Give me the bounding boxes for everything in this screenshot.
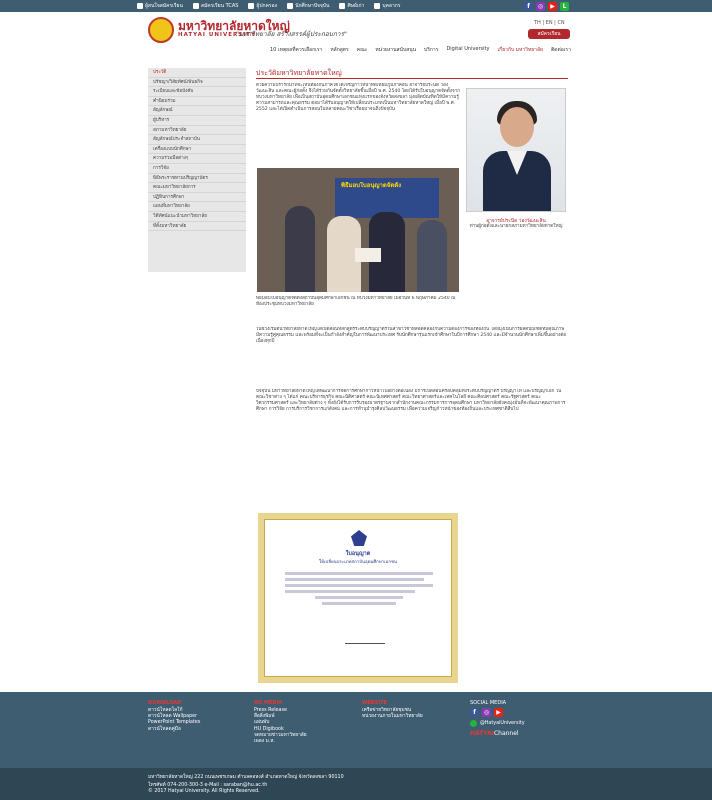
- facebook-icon[interactable]: f: [524, 2, 533, 11]
- photo-document: [355, 248, 381, 262]
- sidebar-item-uniform[interactable]: เครื่องแบบนักศึกษา: [148, 145, 246, 155]
- nav-item-digital[interactable]: Digital University: [446, 46, 490, 52]
- footer-copyright: © 2017 Hatyai University. All Rights Reserved.: [148, 789, 260, 794]
- photo-person: [417, 220, 447, 292]
- sidebar-item-video[interactable]: วิดีทัศน์แนะนำมหาวิทยาลัย: [148, 212, 246, 222]
- line-icon: [470, 720, 477, 727]
- sidebar-item-philosophy[interactable]: ปรัชญา/วิสัยทัศน์/พันธกิจ: [148, 78, 246, 88]
- nav-item-reasons[interactable]: 10 เหตุผลที่ควรเลือกเรา: [270, 47, 323, 53]
- footer-link[interactable]: แผ่นพับ: [254, 720, 270, 726]
- top-link-prospective[interactable]: ผู้สนใจสมัครเรียน: [137, 2, 183, 10]
- sidebar-item-research[interactable]: การวิจัย: [148, 164, 246, 174]
- footer-link[interactable]: จดหมายข่าวมหาวิทยาลัย: [254, 732, 307, 738]
- document-icon: [193, 3, 199, 9]
- sidebar-item-values[interactable]: คำนิยมร่วม: [148, 97, 246, 107]
- user-icon: [137, 3, 143, 9]
- history-paragraph-2: ในช่วงเริ่มต้นวิทยาลัยหาดใหญ่ได้เปิดสอนหลักสูตรระดับปริญญาตรีในสาขาวิชาที่สอดคล้องกับความต้องการของท้องถิ่น โดยมุ่งเน้นการผลิตบัณฑิตที่มีคุณภาพ มีความรู้คู่คุณธรรม และพร้อมที่จะเป็นกำลังสำคัญในการพัฒนาประเทศ รับนักศึกษารุ่นแรกเข้าศึกษาในปีการศึกษา 2540 และมีจำนวนนักศึกษาเพิ่มขึ้นอย่างต่อเนื่องทุกปี: [256, 327, 567, 344]
- student-icon: [287, 3, 293, 9]
- sidebar: [148, 68, 246, 272]
- footer-link[interactable]: ดาวน์โหลดคู่มือ: [148, 726, 181, 732]
- sidebar-item-executives[interactable]: ผู้บริหาร: [148, 116, 246, 126]
- certificate-subtitle: ให้เปลี่ยนประเภทสถาบันอุดมศึกษาเอกชน: [319, 560, 397, 565]
- founder-portrait: [466, 88, 566, 212]
- footer-link[interactable]: หน่วยงานภายในมหาวิทยาลัย: [362, 714, 423, 720]
- footer-col-media: [254, 700, 307, 745]
- main-nav: [270, 46, 571, 54]
- footer-address: มหาวิทยาลัยหาดใหญ่ 222 ถนนเพชรเกษม ตำบลคอหงส์ อำเภอหาดใหญ่ จังหวัดสงขลา 90110: [148, 775, 344, 780]
- certificate-line: [322, 602, 396, 605]
- line-id: @HatyaiUniversity: [480, 721, 525, 726]
- portrait-role: ท่านผู้ก่อตั้งและนายกสภามหาวิทยาลัยหาดใหญ่: [469, 224, 563, 229]
- apply-button[interactable]: สมัครเรียน: [528, 29, 570, 39]
- top-bar: [0, 0, 712, 12]
- youtube-icon[interactable]: ▶: [494, 708, 503, 717]
- instagram-icon[interactable]: ◎: [483, 709, 490, 716]
- footer-social-icons: [470, 708, 525, 717]
- youtube-icon[interactable]: ▶: [548, 2, 557, 11]
- certificate-line: [285, 590, 415, 593]
- footer-heading: WEBSITE: [362, 700, 388, 706]
- footer-bottom: [0, 768, 712, 800]
- ceremony-photo: [257, 168, 459, 292]
- footer-link[interactable]: ดาวน์โหลดโลโก้: [148, 708, 183, 713]
- history-paragraph-3: ปัจจุบัน มหาวิทยาลัยหาดใหญ่ได้พัฒนาการจัดการศึกษาก้าวหน้าไปอย่างต่อเนื่อง มีการเปิดสอนครอบคลุมทั้งระดับปริญญาตรี ปริญญาโท และปริญญาเอก ในคณะวิชาต่าง ๆ ได้แก่ คณะบริหารธุรกิจ คณะนิติศาสตร์ คณะนิเทศศาสตร์ คณะวิทยาศาสตร์และเทคโนโลยี คณะศิลปศาสตร์ คณะรัฐศาสตร์ คณะวิศวกรรมศาสตร์ และวิทยาลัยต่าง ๆ ทั้งยังได้รับการรับรองมาตรฐานจากสำนักงานคณะกรรมการการอุดมศึกษา มหาวิทยาลัยยังคงมุ่งมั่นที่จะพัฒนาคุณภาพการศึกษา การวิจัย การบริการวิชาการแก่สังคม และการทำนุบำรุงศิลปวัฒนธรรม เพื่อความเจริญก้าวหน้าของท้องถิ่นและประเทศชาติสืบไป: [256, 389, 566, 412]
- garuda-emblem-icon: [351, 530, 367, 546]
- certificate-line: [315, 596, 404, 599]
- certificate-title: ใบอนุญาต: [345, 551, 371, 557]
- hatyai-channel-logo[interactable]: [470, 730, 525, 737]
- footer-link[interactable]: เครือข่ายวิทยาลัยชุมชน: [362, 708, 412, 713]
- channel-text-a: HATYAI: [470, 730, 494, 737]
- certificate-inner: [264, 519, 452, 677]
- portrait-head-shape: [500, 107, 534, 147]
- footer-link[interactable]: Press Release: [254, 708, 287, 713]
- sidebar-item-map[interactable]: แผนที่มหาวิทยาลัย: [148, 202, 246, 212]
- certificate-signature: [345, 638, 385, 644]
- portrait-name: อาจารย์ประนีต ว่องวัฒนะสิน: [486, 219, 546, 224]
- certificate-line: [285, 578, 424, 581]
- top-link-tcas[interactable]: สมัครเรียน TCAS: [193, 2, 239, 10]
- language-switcher[interactable]: TH | EN | CN: [534, 20, 565, 26]
- sidebar-item-regulations[interactable]: ระเบียบและข้อบังคับ: [148, 87, 246, 97]
- license-certificate: [258, 513, 458, 683]
- footer-link[interactable]: เพลง ม.ห.: [254, 739, 275, 745]
- footer-col-download: [148, 700, 200, 733]
- sidebar-item-location[interactable]: ที่ตั้งมหาวิทยาลัย: [148, 222, 246, 232]
- certificate-text-lines: [285, 572, 433, 608]
- top-link-staff[interactable]: บุคลากร: [374, 2, 400, 10]
- top-link-students[interactable]: นักศึกษาปัจจุบัน: [287, 2, 329, 10]
- footer-link[interactable]: ดาวน์โหลด Wallpaper: [148, 714, 198, 720]
- graduate-icon: [339, 3, 345, 9]
- certificate-line: [285, 584, 433, 587]
- top-link-alumni[interactable]: ศิษย์เก่า: [339, 2, 364, 10]
- sidebar-item-history[interactable]: ประวัติ: [148, 68, 246, 78]
- certificate-line: [285, 572, 433, 575]
- photo-banner-text: พิธีมอบใบอนุญาตจัดตั้ง: [341, 182, 402, 189]
- line-icon[interactable]: L: [560, 2, 569, 11]
- photo-caption: พิธีมอบใบอนุญาตจัดตั้งสถาบันอุดมศึกษาเอกชน ณ ทบวงมหาวิทยาลัย เมื่อวันที่ 6 พฤษภาคม 2540 ณ ห้องประชุมทบวงมหาวิทยาลัย: [256, 296, 456, 307]
- sidebar-item-institution-symbols[interactable]: สัญลักษณ์ประจำสถาบัน: [148, 135, 246, 145]
- sidebar-item-faculty-board[interactable]: คณะมหาวิทยาลัยการ: [148, 183, 246, 193]
- top-social: [524, 2, 569, 11]
- logo-text-th[interactable]: มหาวิทยาลัยหาดใหญ่: [178, 19, 290, 33]
- footer-link[interactable]: สื่อสิ่งพิมพ์: [254, 714, 275, 720]
- instagram-icon[interactable]: ◎: [537, 3, 544, 10]
- facebook-icon[interactable]: f: [470, 708, 479, 717]
- nav-item-programs[interactable]: หลักสูตร: [330, 47, 349, 53]
- page-title: ประวัติมหาวิทยาลัยหาดใหญ่: [256, 69, 342, 77]
- footer-heading: DOWNLOAD: [148, 700, 182, 706]
- logo-text-en[interactable]: HATYAI UNIVERSITY: [178, 32, 256, 38]
- university-seal-logo[interactable]: [148, 17, 174, 43]
- footer-link[interactable]: HU Digibook: [254, 726, 284, 732]
- footer: [0, 692, 712, 768]
- history-paragraph-1: ด้วยความปรารถนาที่จะเห็นท้องถิ่นภาคใต้ได้เจริญก้าวหน้าทัดเทียมภูมิภาคอื่น อาจารย์ประนีต ว่องวัฒนะสิน และคณะผู้ก่อตั้ง จึงได้ร่วมกันจัดตั้งวิทยาลัยขึ้นเมื่อปี พ.ศ. 2540 โดยได้รับใบอนุญาตจัดตั้งจากทบวงมหาวิทยาลัย เพื่อเป็นสถาบันอุดมศึกษาเอกชนแห่งแรกของจังหวัดสงขลา มุ่งผลิตบัณฑิตให้มีความรู้ความสามารถและคุณธรรม ต่อมาได้รับอนุญาตให้เปลี่ยนประเภทเป็นมหาวิทยาลัยหาดใหญ่ เมื่อปี พ.ศ. 2552 และได้เปิดดำเนินการสอนในหลายคณะวิชาเรื่อยมาจนถึงปัจจุบัน: [256, 83, 460, 112]
- footer-line-account[interactable]: [470, 720, 525, 727]
- footer-heading: HU MEDIA: [254, 700, 283, 706]
- sidebar-item-calendar[interactable]: ปฏิทินการศึกษา: [148, 193, 246, 203]
- footer-link[interactable]: PowerPoint Templates: [148, 720, 201, 726]
- channel-text-b: Channel: [493, 730, 519, 737]
- nav-item-services[interactable]: บริการ: [424, 47, 439, 53]
- footer-contact: โทรศัพท์ 074-200-300-3 e-Mail : saraban@hu.ac.th: [148, 783, 268, 788]
- header-slogan: "มหาวิทยาลัย สร้างสรรค์ผู้ประกอบการ": [236, 30, 347, 38]
- nav-item-support[interactable]: หน่วยงานสนับสนุน: [375, 47, 417, 53]
- photo-person: [285, 206, 315, 292]
- users-icon: [248, 3, 254, 9]
- nav-item-about[interactable]: เกี่ยวกับ มหาวิทยาลัย: [497, 47, 543, 53]
- top-link-parents[interactable]: ผู้ปกครอง: [248, 2, 277, 10]
- footer-col-social: [470, 700, 525, 737]
- sidebar-item-graduation[interactable]: พิธีพระราชทานปริญญาบัตร: [148, 174, 246, 184]
- title-divider: [256, 78, 568, 79]
- footer-social-heading: SOCIAL MEDIA: [470, 700, 507, 706]
- nav-item-faculties[interactable]: คณะ: [356, 47, 368, 53]
- top-links: [137, 2, 401, 10]
- staff-icon: [374, 3, 380, 9]
- nav-item-contact[interactable]: ติดต่อเรา: [550, 47, 571, 53]
- sidebar-item-symbols[interactable]: สัญลักษณ์: [148, 106, 246, 116]
- sidebar-item-cooperation[interactable]: ความร่วมมือต่างๆ: [148, 154, 246, 164]
- footer-col-website: [362, 700, 423, 720]
- sidebar-item-council[interactable]: สภามหาวิทยาลัย: [148, 126, 246, 136]
